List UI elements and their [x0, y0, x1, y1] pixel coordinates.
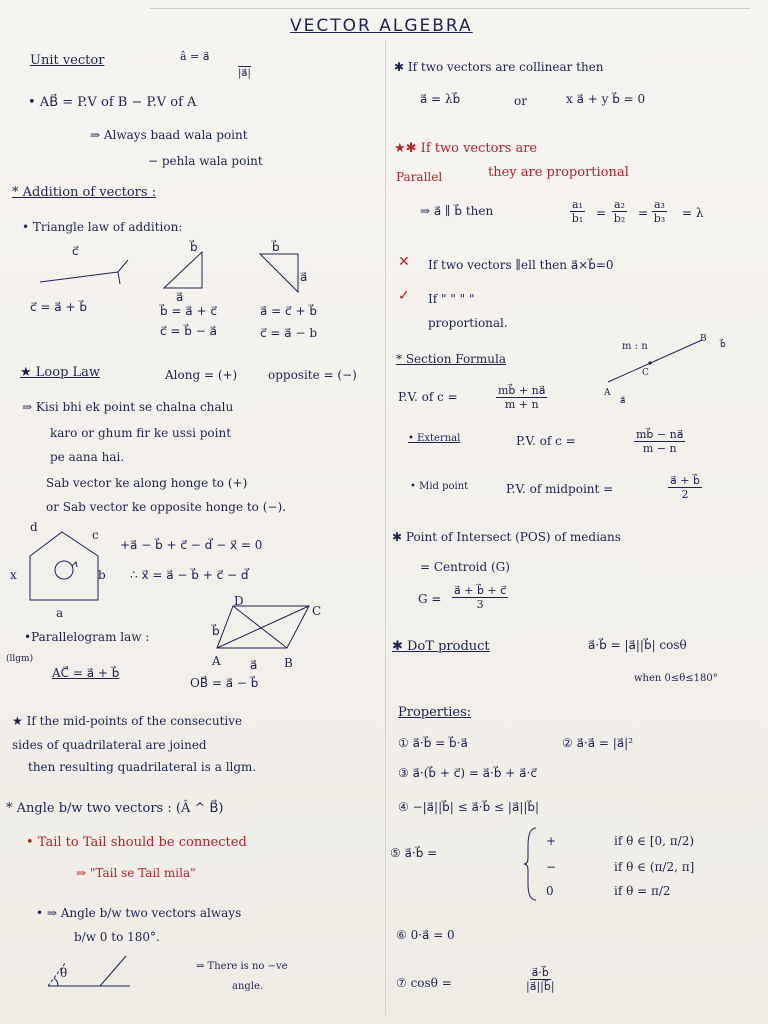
tail-line: • Tail to Tail should be connected [26, 835, 247, 850]
tri1-c-label: c⃗ [72, 244, 79, 258]
tri1-equation: c⃗ = a⃗ + b⃗ [30, 300, 87, 314]
tri3-a-label: a⃗ [300, 270, 308, 284]
p5-minus: − [546, 860, 557, 874]
collinear-or: or [514, 94, 527, 108]
proportional-eq-left: ⇒ a⃗ ∥ b⃗ then [420, 204, 494, 218]
pos-line-2: = Centroid (G) [420, 560, 510, 574]
midpoints-line-3: then resulting quadrilateral is a llgm. [28, 760, 257, 774]
property-5-brace [524, 826, 538, 902]
always-line-1: ⇒ Always baad wala point [90, 128, 248, 142]
pentagon-a: a [56, 606, 64, 620]
page-title: VECTOR ALGEBRA [290, 16, 473, 36]
external-label: • External [408, 433, 461, 444]
check-line-2: proportional. [428, 316, 508, 330]
triangle-diagram-1 [40, 252, 130, 292]
loop-law-heading: ★ Loop Law [20, 365, 101, 380]
dot-product-when: when 0≤θ≤180° [634, 673, 718, 684]
unit-vector-denominator: |a⃗| [238, 68, 251, 79]
midpoint-label: • Mid point [410, 481, 469, 492]
tri3-equation-1: a⃗ = c⃗ + b⃗ [260, 304, 317, 318]
section-formula-heading: * Section Formula [396, 352, 507, 366]
kisi-line-3: pe aana hai. [50, 450, 125, 464]
tail-sub: ⇒ "Tail se Tail mila" [76, 866, 196, 880]
ratio-lambda: = λ [682, 206, 704, 220]
para-A: A [212, 654, 221, 668]
sab-line-1: Sab vector ke along honge to (+) [46, 476, 248, 490]
ratio-eq-2: = [638, 206, 649, 220]
tri2-a-label: a⃗ [176, 290, 184, 304]
loop-along: Along = (+) [165, 368, 238, 382]
addition-heading: * Addition of vectors : [12, 185, 157, 200]
pos-line-1: ✱ Point of Intersect (POS) of medians [392, 530, 621, 544]
section-a-vector: a⃗ [620, 396, 626, 406]
property-5: ⑤ a⃗·b⃗ = [390, 846, 438, 860]
property-7-fraction: $\frac{a⃗\cdot b⃗}{|a⃗||b⃗|}$ [526, 966, 555, 993]
para-C: C [312, 604, 322, 618]
ratio-2: $\frac{\text{a₂}}{\text{b₂}}$ [613, 198, 626, 225]
tri2-b-label: b⃗ [190, 240, 198, 254]
ob-equation: OB⃗ = a⃗ − b⃗ [190, 676, 259, 690]
section-b-vector: b⃗ [720, 340, 726, 350]
pentagon-b: b [98, 568, 106, 582]
properties-heading: Properties: [398, 705, 472, 720]
ac-equation: AC⃗ = a⃗ + b⃗ [52, 666, 120, 680]
property-2: ② a⃗·a⃗ = |a⃗|² [562, 736, 634, 750]
tri2-equation-1: b⃗ = a⃗ + c⃗ [160, 304, 217, 318]
p5-if-2: if θ ∈ (π/2, π] [614, 860, 695, 874]
proportional-they: they are proportional [488, 165, 629, 180]
cross-mark-icon: ✕ [398, 254, 410, 270]
tri3-b-label: b⃗ [272, 240, 280, 254]
tri3-equation-2: c⃗ = a⃗ − b [260, 326, 317, 340]
ratio-3: $\frac{\text{a₃}}{\text{b₃}}$ [653, 198, 666, 225]
ab-formula: • AB⃗ = P.V of B − P.V of A [28, 95, 197, 110]
pentagon-x: x [10, 568, 17, 582]
dot-product-formula: a⃗·b⃗ = |a⃗||b⃗| cosθ [588, 638, 687, 652]
sab-line-2: or Sab vector ke opposite honge to (−). [46, 500, 286, 514]
proportional-parallel: Parallel [396, 170, 443, 184]
pentagon-d: d [30, 520, 38, 534]
para-a-vector: a⃗ [250, 658, 258, 672]
no-negative-line-1: ⇒ There is no −ve [196, 961, 288, 972]
parallelogram-law-label: •Parallelogram law : [24, 630, 150, 644]
column-divider [385, 40, 386, 1015]
tri2-equation-2: c⃗ = b⃗ − a⃗ [160, 324, 217, 338]
external-pv: P.V. of c = [516, 434, 576, 448]
midpoint-pv: P.V. of midpoint = [506, 482, 614, 496]
kisi-line-1: ⇒ Kisi bhi ek point se chalna chalu [22, 400, 234, 414]
section-A: A [604, 388, 611, 398]
midpoints-line-1: ★ If the mid-points of the consecutive [12, 714, 243, 728]
section-B: B [700, 334, 707, 344]
always-line-2: − pehla wala point [148, 154, 263, 168]
loop-equation-1: +a⃗ − b⃗ + c⃗ − d⃗ − x⃗ = 0 [120, 538, 263, 552]
ratio-1: $\frac{\text{a₁}}{\text{b₁}}$ [571, 198, 584, 225]
parallelogram-diagram [215, 602, 315, 652]
angle-diagram [40, 952, 140, 992]
angle-always-1: • ⇒ Angle b/w two vectors always [36, 906, 242, 920]
section-pv: P.V. of c = [398, 390, 458, 404]
check-line-1: If " " " " [428, 292, 475, 306]
triangle-diagram-2 [162, 250, 212, 290]
dot-product-heading: ✱ DoT product [392, 639, 490, 654]
property-3: ③ a⃗·(b⃗ + c⃗) = a⃗·b⃗ + a⃗·c⃗ [398, 766, 537, 780]
angle-theta: θ [60, 966, 68, 980]
centroid-g-label: G = [418, 592, 442, 606]
p5-zero: 0 [546, 884, 554, 898]
section-diagram [606, 336, 706, 388]
kisi-line-2: karo or ghum fir ke ussi point [50, 426, 232, 440]
section-fraction: $\frac{mb⃗ + na⃗}{m + n}$ [498, 384, 546, 411]
unit-vector-label: Unit vector [30, 53, 105, 68]
loop-opposite: opposite = (−) [268, 368, 357, 382]
collinear-eq-1: a⃗ = λb⃗ [420, 92, 461, 106]
external-fraction: $\frac{mb⃗ - na⃗}{m - n}$ [636, 428, 684, 455]
triangle-law-label: • Triangle law of addition: [22, 220, 183, 234]
collinear-eq-2: x a⃗ + y b⃗ = 0 [566, 92, 646, 106]
para-b-vector: b⃗ [212, 624, 220, 638]
section-C: C [642, 368, 649, 378]
proportional-heading: ★✱ If two vectors are [394, 141, 538, 156]
loop-equation-2: ∴ x⃗ = a⃗ − b⃗ + c⃗ − d⃗ [130, 568, 249, 582]
p5-if-1: if θ ∈ [0, π/2) [614, 834, 695, 848]
property-6: ⑥ 0·a⃗ = 0 [396, 928, 455, 942]
pentagon-c: c [92, 528, 99, 542]
unit-vector-formula: â = a⃗ [180, 50, 210, 63]
para-B: B [284, 656, 293, 670]
no-negative-line-2: angle. [232, 981, 264, 992]
midpoints-line-2: sides of quadrilateral are joined [12, 738, 207, 752]
p5-plus: + [546, 834, 557, 848]
llgm-note: (llgm) [6, 654, 34, 664]
centroid-fraction: $\frac{a⃗ + b⃗ + c⃗}{3}$ [454, 584, 507, 611]
check-mark-icon: ✓ [398, 288, 410, 304]
section-mn: m : n [622, 341, 648, 352]
property-4: ④ −|a⃗||b⃗| ≤ a⃗·b⃗ ≤ |a⃗||b⃗| [398, 800, 540, 814]
para-D: D [234, 594, 244, 608]
p5-if-3: if θ = π/2 [614, 884, 671, 898]
cross-line: If two vectors ∥ell then a⃗×b⃗=0 [428, 258, 614, 272]
property-1: ① a⃗·b⃗ = b⃗·a⃗ [398, 736, 468, 750]
property-7: ⑦ cosθ = [396, 976, 452, 990]
collinear-line-1: ✱ If two vectors are collinear then [394, 60, 604, 74]
midpoint-fraction: $\frac{a⃗ + b⃗}{2}$ [670, 474, 700, 501]
angle-heading: * Angle b/w two vectors : (Â ^ B⃗) [6, 801, 224, 816]
ratio-eq-1: = [596, 206, 607, 220]
top-rule [150, 8, 750, 9]
angle-always-2: b/w 0 to 180°. [74, 930, 160, 944]
